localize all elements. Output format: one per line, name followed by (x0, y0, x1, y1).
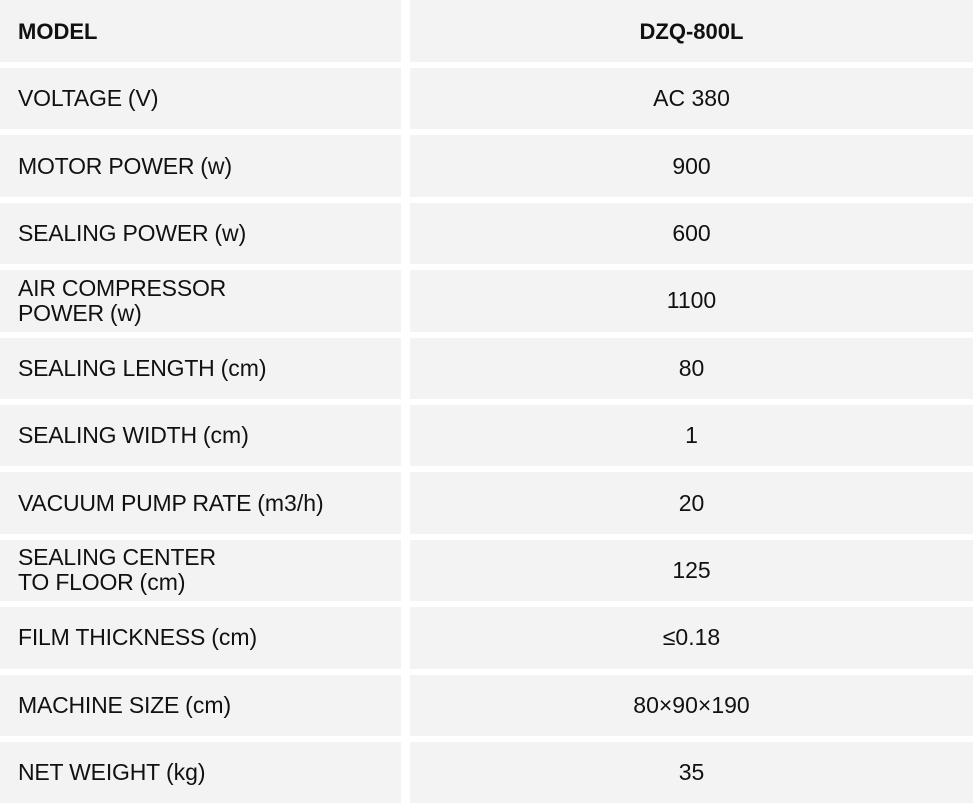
header-label-cell (0, 0, 401, 62)
row-unit: (w) (214, 219, 247, 246)
row-value-cell-vacuum-pump-rate (410, 472, 973, 533)
row-label-cell-vacuum-pump-rate (0, 472, 401, 533)
row-label-cell-sealing-power (0, 203, 401, 264)
row-label: SEALING POWER (18, 219, 209, 246)
header-label: MODEL (18, 18, 98, 44)
row-label-cell-sealing-length (0, 338, 401, 399)
row-value-cell-sealing-power (410, 203, 973, 264)
row-value: 125 (672, 556, 711, 583)
row-value-cell-sealing-center-to-floor (410, 540, 973, 601)
row-label-cell-film-thickness (0, 607, 401, 668)
row-label: SEALING CENTER TO FLOOR (18, 544, 216, 596)
row-value: 80 (678, 354, 705, 381)
row-value-cell-film-thickness (410, 607, 973, 668)
row-label: SEALING WIDTH (18, 422, 197, 449)
row-label: NET WEIGHT (18, 759, 160, 786)
header-value: DZQ-800L (639, 18, 744, 44)
row-label-cell-air-compressor-power (0, 270, 401, 331)
row-value: 900 (672, 152, 711, 179)
row-label-cell-voltage (0, 68, 401, 129)
row-value: 1 (685, 422, 698, 449)
row-value-cell-net-weight (410, 742, 973, 803)
row-value-cell-motor-power (410, 135, 973, 196)
row-value-cell-air-compressor-power (410, 270, 973, 331)
row-unit: (w) (200, 152, 233, 179)
row-value: 80×90×190 (633, 691, 750, 718)
row-unit: (kg) (165, 759, 206, 786)
row-label-cell-machine-size (0, 675, 401, 736)
row-value: AC 380 (653, 85, 730, 112)
header-value-cell (410, 0, 973, 62)
row-label: MACHINE SIZE (18, 691, 180, 718)
row-value: ≤0.18 (662, 624, 721, 651)
row-unit: (w) (109, 299, 142, 326)
row-label: MOTOR POWER (18, 152, 195, 179)
row-label: VACUUM PUMP RATE (18, 489, 252, 516)
row-unit: (cm) (185, 691, 232, 718)
row-unit: (m3/h) (257, 489, 324, 516)
row-label-cell-sealing-center-to-floor (0, 540, 401, 601)
row-unit: (V) (127, 85, 159, 112)
row-value-cell-voltage (410, 68, 973, 129)
row-value-cell-sealing-width (410, 405, 973, 466)
row-unit: (cm) (202, 422, 249, 449)
row-value-cell-sealing-length (410, 338, 973, 399)
row-label-cell-net-weight (0, 742, 401, 803)
row-label-cell-sealing-width (0, 405, 401, 466)
row-unit: (cm) (220, 354, 267, 381)
row-value: 600 (672, 219, 711, 246)
row-unit: (cm) (139, 569, 186, 596)
row-label: SEALING LENGTH (18, 354, 215, 381)
row-unit: (cm) (211, 624, 258, 651)
row-label: FILM THICKNESS (18, 624, 206, 651)
row-value: 20 (678, 489, 705, 516)
row-label-cell-motor-power (0, 135, 401, 196)
row-value: 1100 (666, 287, 717, 314)
row-value: 35 (678, 759, 705, 786)
row-label: VOLTAGE (18, 85, 122, 112)
row-value-cell-machine-size (410, 675, 973, 736)
row-label: AIR COMPRESSOR POWER (18, 274, 227, 326)
